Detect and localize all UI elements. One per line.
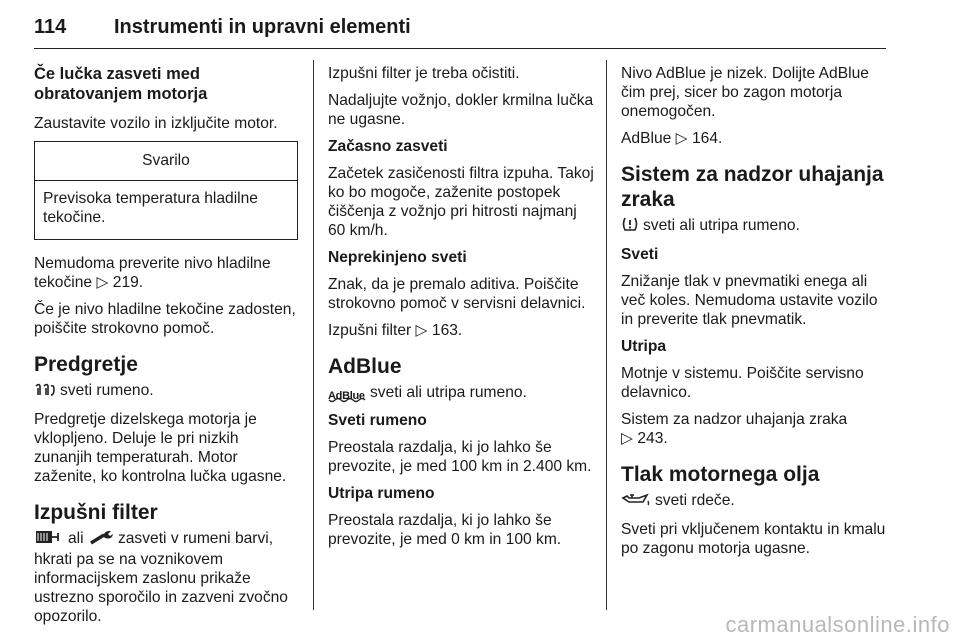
heading-dpf: Izpušni filter	[34, 501, 158, 524]
table-cell: Previsoka temperatura hladilne tekočine.	[43, 190, 258, 226]
paragraph: AdBlue ▷ 164.	[621, 130, 723, 147]
paragraph: Znižanje tlak v pnevmatiki enega ali več koles. Nemudoma ustavite vozilo in preverite tlak pnevmatik.	[621, 273, 878, 328]
heading-oil: Tlak motornega olja	[621, 463, 820, 486]
column-divider	[313, 60, 314, 610]
wrench-icon	[88, 529, 114, 550]
paragraph: Znak, da je premalo aditiva. Poiščite strokovno pomoč v servisni delavnici.	[328, 276, 586, 312]
heading-temporary: Začasno zasveti	[328, 138, 448, 155]
heading-yellow: Sveti rumeno	[328, 412, 427, 429]
paragraph: Nemudoma preverite nivo hladilne tekočine ▷ 219.	[34, 255, 271, 291]
heading-tpms: Sistem za nadzor uhajanja zraka	[621, 163, 884, 211]
column-2	[328, 64, 596, 557]
paragraph: ali zasveti v rumeni barvi, hkrati pa se na voznikovem informacijskem zaslonu prikaže ustrezno sporočilo in zazveni zvočno opozorilo.	[34, 530, 288, 625]
paragraph: Sistem za nadzor uhajanja zraka ▷ 243.	[621, 411, 848, 447]
page-number: 114	[34, 16, 67, 38]
oil-can-icon	[621, 493, 651, 512]
heading-flashing: Utripa rumeno	[328, 485, 435, 502]
heading-blinking: Utripa	[621, 338, 667, 355]
page-reference[interactable]: 219.	[112, 274, 144, 291]
paragraph: sveti rdeče.	[621, 491, 886, 512]
paragraph: Motnje v sistemu. Poiščite servisno delavnico.	[621, 365, 864, 401]
paragraph: Če je nivo hladilne tekočine zadosten, poiščite strokovno pomoč.	[34, 301, 296, 337]
watermark: carmanualsonline.info	[725, 612, 950, 637]
reference-arrow-icon: ▷	[415, 322, 428, 339]
reference-arrow-icon: ▷	[675, 130, 688, 147]
column-3	[621, 64, 886, 566]
heading-adblue: AdBlue	[328, 355, 402, 378]
paragraph: Preostala razdalja, ki jo lahko še prevozite, je med 100 km in 2.400 km.	[328, 439, 592, 475]
heading-continuous: Neprekinjeno sveti	[328, 249, 467, 266]
paragraph: Predgretje dizelskega motorja je vklopljeno. Deluje le pri nizkih zunanjih temperaturah. Motor zaženite, ko kontrolna lučka ugasne.	[34, 411, 287, 485]
page-header	[34, 6, 886, 49]
paragraph: sveti rumeno.	[34, 381, 300, 402]
heading-preheat: Predgretje	[34, 353, 138, 376]
running-title: Instrumenti in upravni elementi	[114, 16, 411, 38]
paragraph: sveti ali utripa rumeno.	[621, 216, 886, 237]
reference-arrow-icon: ▷	[621, 430, 633, 447]
paragraph: Preostala razdalja, ki jo lahko še prevozite, je med 0 km in 100 km.	[328, 512, 562, 548]
paragraph: Izpušni filter je treba očistiti.	[328, 65, 520, 82]
adblue-icon: AdBlue	[328, 390, 365, 402]
page-reference[interactable]: 243.	[637, 430, 668, 447]
heading-on: Sveti	[621, 246, 659, 263]
reference-arrow-icon: ▷	[96, 274, 109, 291]
paragraph: Nivo AdBlue je nizek. Dolijte AdBlue čim prej, sicer bo zagon motorja onemogočen.	[621, 65, 869, 120]
glow-plug-icon	[34, 383, 56, 402]
table-header: Svarilo	[35, 142, 297, 181]
paragraph: Nadaljujte vožnjo, dokler krmilna lučka ne ugasne.	[328, 92, 594, 128]
paragraph: Zaustavite vozilo in izključite motor.	[34, 115, 278, 132]
exhaust-filter-icon	[34, 529, 64, 550]
paragraph: Izpušni filter ▷ 163.	[328, 322, 463, 339]
page-reference[interactable]: 163.	[431, 322, 463, 339]
paragraph: AdBlue sveti ali utripa rumeno.	[328, 384, 527, 402]
warning-table	[34, 141, 298, 240]
page-reference[interactable]: 164.	[691, 130, 723, 147]
tire-pressure-icon	[621, 216, 639, 237]
heading-engine-overheat: Če lučka zasveti med obratovanjem motorja	[34, 65, 208, 103]
column-1	[34, 64, 300, 634]
paragraph: Začetek zasičenosti filtra izpuha. Takoj ko bo mogoče, zaženite postopek čiščenja z vožnjo pri hitrosti najmanj 60 km/h.	[328, 165, 594, 239]
column-divider	[606, 60, 607, 610]
paragraph: Sveti pri vključenem kontaktu in kmalu po zagonu motorja ugasne.	[621, 521, 886, 557]
